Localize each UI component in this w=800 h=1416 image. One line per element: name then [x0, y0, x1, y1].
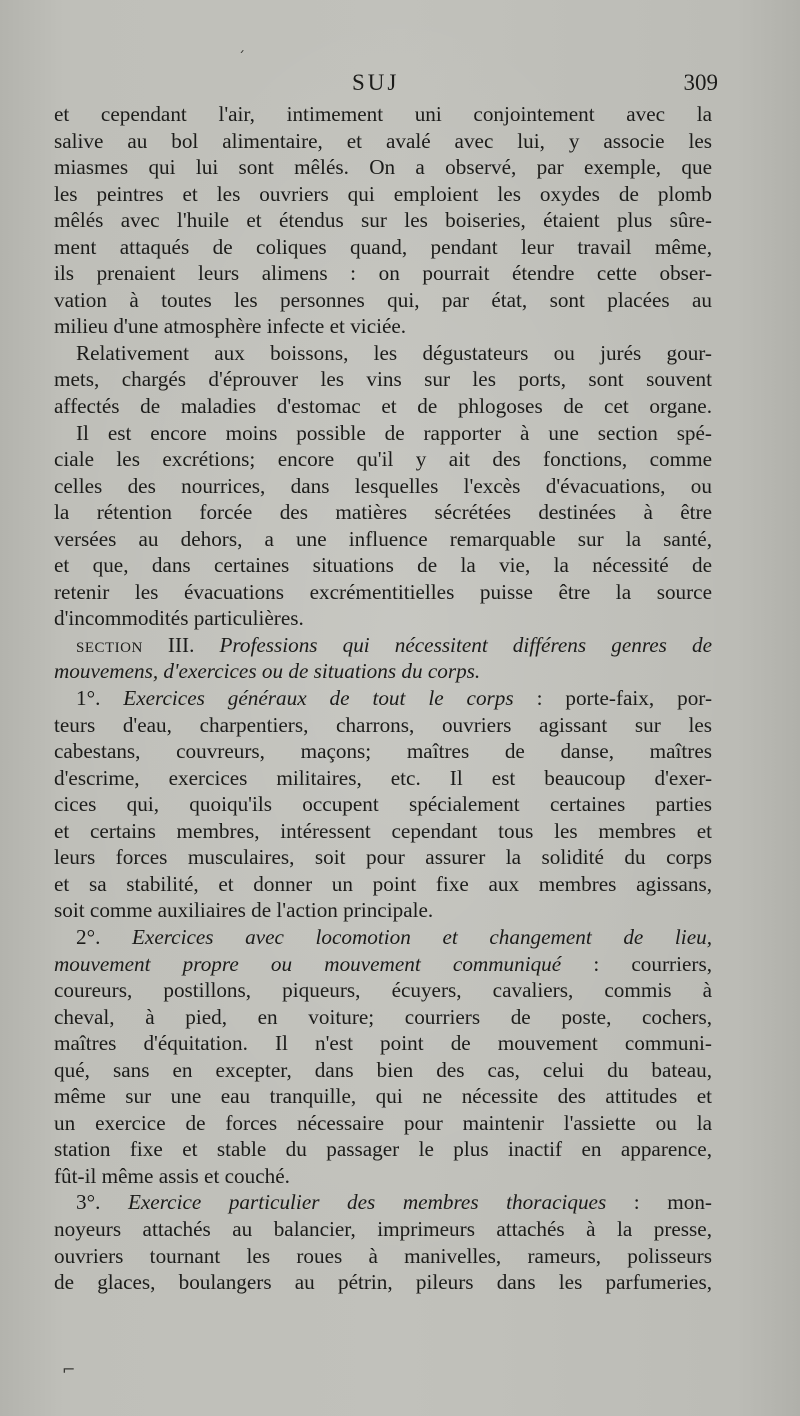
text-run: : courriers,	[561, 951, 712, 976]
italic-text: mouvemens, d'exercices ou de situations du corps.	[54, 659, 481, 684]
text-run: salive au bol alimentaire, et avalé avec lui, y associe les	[54, 128, 712, 153]
text-run: celles des nourrices, dans lesquelles l'excès d'évacuations, ou	[54, 473, 712, 498]
text-line	[54, 765, 712, 792]
text-line	[54, 897, 712, 924]
text-line	[54, 1216, 712, 1243]
text-line	[54, 1136, 712, 1163]
text-run: soit comme auxiliaires de l'action principale.	[54, 898, 434, 923]
italic-text: Exercices généraux de tout le corps	[123, 686, 514, 711]
italic-text: mouvement propre ou mouvement communiqué	[54, 951, 562, 976]
text-run: qué, sans en excepter, dans bien des cas, celui du bateau,	[54, 1057, 712, 1082]
ink-speck-mark: ˊ	[238, 50, 245, 66]
text-line	[54, 1163, 712, 1190]
text-run: cheval, à pied, en voiture; courriers de poste, cochers,	[54, 1004, 712, 1029]
text-run: d'incommodités particulières.	[54, 606, 304, 631]
italic-text: Exercices avec locomotion et changement de lieu,	[131, 924, 712, 949]
text-line	[54, 393, 712, 420]
text-line	[54, 712, 712, 739]
text-run: ouvriers tournant les roues à manivelles, rameurs, polisseurs	[54, 1243, 712, 1268]
text-line	[54, 473, 712, 500]
text-line	[54, 1083, 712, 1110]
text-run: versées au dehors, a une influence remarquable sur la santé,	[54, 526, 712, 551]
text-line	[54, 1243, 712, 1270]
text-line	[54, 924, 712, 951]
text-line	[54, 420, 712, 447]
text-line	[54, 844, 712, 871]
text-run: même sur une eau tranquille, qui ne nécessite des attitudes et	[54, 1084, 712, 1109]
text-run: ils prenaient leurs alimens : on pourrait étendre cette obser-	[54, 261, 712, 286]
text-line	[54, 1004, 712, 1031]
text-run: la rétention forcée des matières sécrétées destinées à être	[54, 500, 712, 525]
text-line	[54, 181, 712, 208]
text-line	[54, 260, 712, 287]
text-run: retenir les évacuations excrémentitielles puisse être la source	[54, 579, 712, 604]
text-line	[54, 1110, 712, 1137]
page-number: 309	[683, 70, 718, 95]
text-run: les peintres et les ouvriers qui emploient les oxydes de plomb	[54, 181, 712, 206]
body-text	[54, 101, 712, 1296]
text-run: ciale les excrétions; encore qu'il y ait des fonctions, comme	[54, 447, 712, 472]
text-line	[54, 499, 712, 526]
text-run: 1°.	[76, 686, 124, 711]
italic-text: Exercice particulier des membres thoraciques	[127, 1190, 607, 1215]
text-run: teurs d'eau, charpentiers, charrons, ouvriers agissant sur les	[54, 712, 712, 737]
text-line	[54, 101, 712, 128]
text-line	[54, 951, 712, 978]
italic-text: Professions qui nécessitent différens genres de	[219, 632, 712, 657]
text-run: mets, chargés d'éprouver les vins sur les ports, sont souvent	[54, 367, 712, 392]
text-run: milieu d'une atmosphère infecte et viciée.	[54, 314, 407, 339]
text-run: fût-il même assis et couché.	[54, 1163, 290, 1188]
text-run: 3°.	[76, 1190, 128, 1215]
running-head-title: SUJ	[352, 70, 400, 95]
text-run: vation à toutes les personnes qui, par état, sont placées au	[54, 287, 712, 312]
text-run: : mon-	[606, 1190, 712, 1215]
text-line	[54, 366, 712, 393]
text-run: d'escrime, exercices militaires, etc. Il est beaucoup d'exer-	[54, 765, 712, 790]
text-line	[54, 234, 712, 261]
text-line	[54, 685, 712, 712]
text-line	[54, 207, 712, 234]
text-run: Relativement aux boissons, les dégustateurs ou jurés gour-	[76, 340, 712, 365]
text-line	[54, 632, 712, 659]
text-run: de glaces, boulangers au pétrin, pileurs dans les parfumeries,	[54, 1270, 712, 1295]
text-run: station fixe et stable du passager le plus inactif en apparence,	[54, 1137, 712, 1162]
running-head	[54, 70, 718, 100]
text-line	[54, 313, 712, 340]
text-run: maîtres d'équitation. Il n'est point de mouvement communi-	[54, 1031, 712, 1056]
ink-speck-mark: ⌐	[62, 1360, 76, 1379]
text-line	[54, 977, 712, 1004]
text-run: cabestans, couvreurs, maçons; maîtres de danse, maîtres	[54, 739, 712, 764]
text-run: Il est encore moins possible de rapporter à une section spé-	[76, 420, 712, 445]
text-run: cices qui, quoiqu'ils occupent spécialement certaines parties	[54, 792, 712, 817]
text-run: et certains membres, intéressent cependant tous les membres et	[54, 818, 712, 843]
text-line	[54, 552, 712, 579]
text-line	[54, 738, 712, 765]
text-run: : porte-faix, por-	[513, 686, 712, 711]
text-line	[54, 154, 712, 181]
text-line	[54, 128, 712, 155]
text-line	[54, 287, 712, 314]
text-line	[54, 791, 712, 818]
text-line	[54, 658, 712, 685]
text-line	[54, 1057, 712, 1084]
text-run: noyeurs attachés au balancier, imprimeurs attachés à la presse,	[54, 1216, 712, 1241]
text-run: ment attaqués de coliques quand, pendant leur travail même,	[54, 234, 712, 259]
section-label: SECTION	[76, 639, 143, 656]
text-run: leurs forces musculaires, soit pour assurer la solidité du corps	[54, 845, 712, 870]
text-run: coureurs, postillons, piqueurs, écuyers, cavaliers, commis à	[54, 978, 712, 1003]
text-line	[54, 340, 712, 367]
text-line	[54, 1189, 712, 1216]
text-run: un exercice de forces nécessaire pour maintenir l'assiette ou la	[54, 1110, 712, 1135]
text-line	[54, 446, 712, 473]
text-run: 2°.	[76, 924, 132, 949]
text-run: miasmes qui lui sont mêlés. On a observé, par exemple, que	[54, 155, 712, 180]
text-line	[54, 605, 712, 632]
text-run: et sa stabilité, et donner un point fixe aux membres agissans,	[54, 871, 712, 896]
text-run: et que, dans certaines situations de la vie, la nécessité de	[54, 553, 712, 578]
text-line	[54, 579, 712, 606]
text-line	[54, 1030, 712, 1057]
text-run: et cependant l'air, intimement uni conjointement avec la	[54, 102, 712, 126]
text-run: affectés de maladies d'estomac et de phlogoses de cet organe.	[54, 394, 712, 419]
text-line	[54, 1269, 712, 1296]
text-line	[54, 871, 712, 898]
text-run: III.	[142, 632, 220, 657]
text-run: mêlés avec l'huile et étendus sur les boiseries, étaient plus sûre-	[54, 208, 712, 233]
text-line	[54, 818, 712, 845]
text-line	[54, 526, 712, 553]
